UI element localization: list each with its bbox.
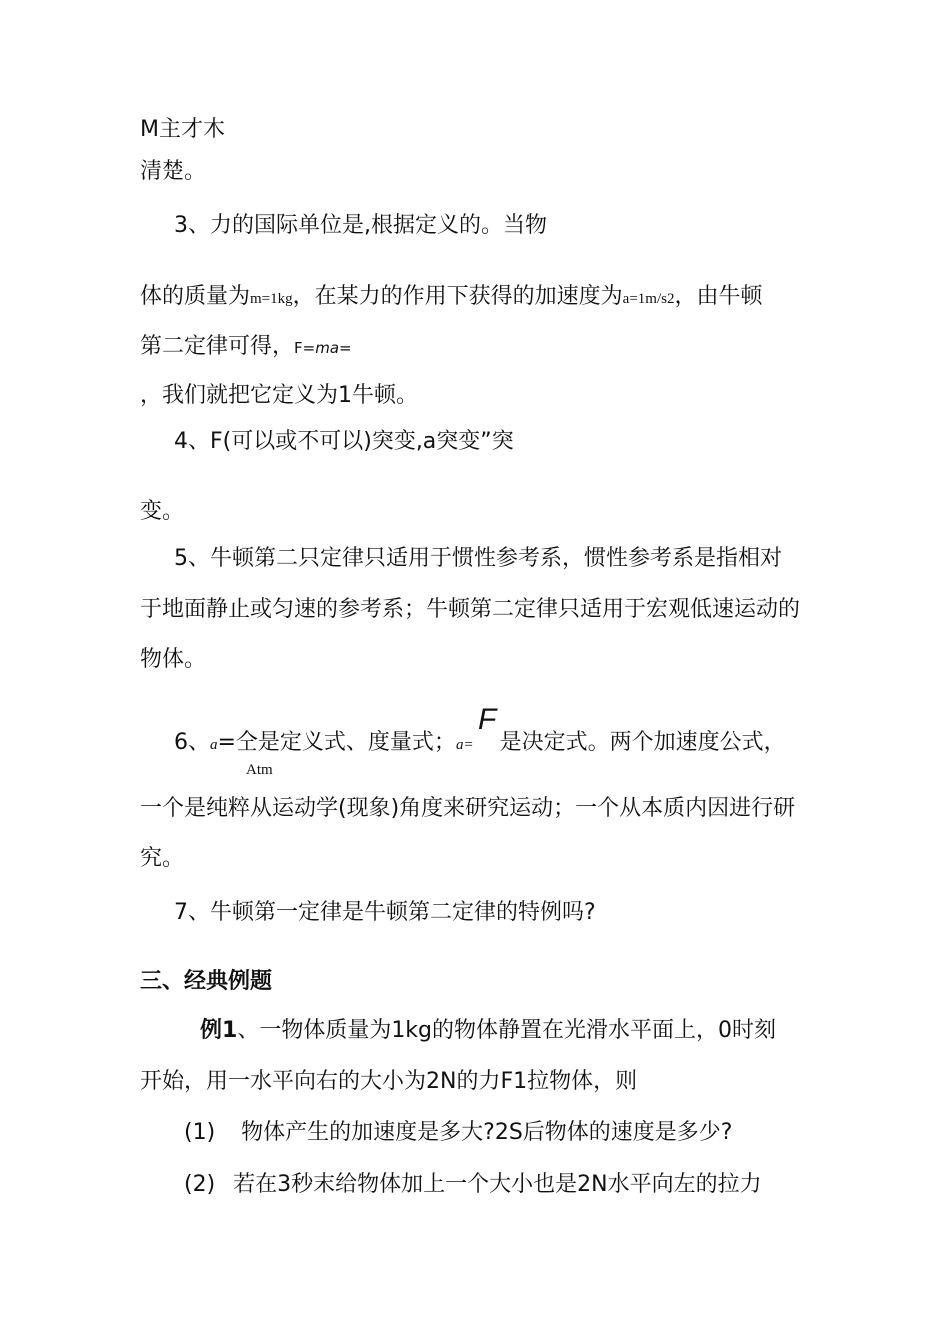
- text-span: =仝是定义式、度量式；: [217, 730, 456, 755]
- item-5-line-1: 5、牛顿第二只定律只适用于惯性参考系，惯性参考系是指相对: [174, 546, 782, 571]
- item-3-line-1: 3、力的国际单位是,根据定义的。当物: [174, 213, 547, 238]
- question-1: [184, 1119, 733, 1147]
- example-label: 例1: [200, 1018, 238, 1043]
- example-1-line-2: 开始，用一水平向右的大小为2N的力F1拉物体，则: [140, 1069, 638, 1094]
- formula-numerator-f: F: [478, 703, 497, 736]
- item-4-line-2: 变。: [140, 499, 185, 524]
- text-line: 清楚。: [140, 159, 207, 184]
- acceleration-value: a=1m/s2: [622, 291, 675, 307]
- text-line-fragment: M主才木: [140, 117, 225, 142]
- text-span: 第二定律可得，: [140, 334, 295, 359]
- mass-value: m=1kg: [250, 291, 293, 307]
- item-4-line-1: 4、F(可以或不可以)突变,a突变”突: [174, 429, 514, 454]
- question-2: [184, 1171, 762, 1199]
- formula-a-equals: a=: [455, 737, 474, 753]
- text-span: 是决定式。两个加速度公式，: [499, 730, 786, 755]
- item-3-line-3: [140, 333, 352, 362]
- item-3-line-2: [140, 283, 762, 313]
- text-span: 、一物体质量为1kg的物体静置在光滑水平面上，0时刻: [237, 1018, 777, 1043]
- item-3-line-4: ，我们就把它定义为1牛顿。: [140, 383, 418, 408]
- question-text: 物体产生的加速度是多大?2S后物体的速度是多少?: [241, 1120, 733, 1145]
- item-7-line: 7、牛顿第一定律是牛顿第二定律的特例吗?: [174, 900, 596, 925]
- text-span: 6、: [174, 730, 210, 755]
- formula-a: a: [210, 737, 218, 753]
- formula-denominator: Atm: [246, 762, 273, 778]
- text-span: 体的质量为: [140, 284, 251, 309]
- question-text: 若在3秒末给物体加上一个大小也是2N水平向左的拉力: [233, 1172, 762, 1197]
- item-6-line-2: 一个是纯粹从运动学(现象)角度来研究运动；一个从本质内因进行研: [140, 796, 796, 821]
- section-heading: 三、经典例题: [140, 969, 273, 994]
- item-5-line-3: 物体。: [140, 647, 207, 672]
- formula-ma: ma=: [315, 339, 352, 357]
- text-span: ，由牛顿: [674, 284, 763, 309]
- formula-f: F=: [294, 339, 316, 357]
- question-number: (2): [184, 1172, 216, 1197]
- example-1-line-1: [200, 1017, 776, 1045]
- item-5-line-2: 于地面静止或匀速的参考系；牛顿第二定律只适用于宏观低速运动的: [140, 597, 801, 622]
- item-6-line-3: 究。: [140, 846, 185, 871]
- question-number: (1): [184, 1120, 216, 1145]
- item-6-line-1: [174, 729, 786, 759]
- text-span: ，在某力的作用下获得的加速度为: [292, 284, 623, 309]
